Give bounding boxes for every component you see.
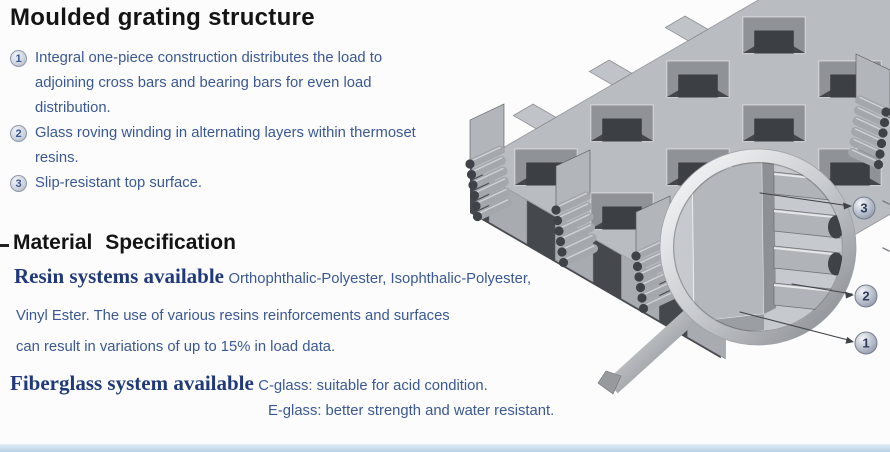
resin-lead: Resin systems available: [14, 264, 224, 288]
resin-text: Orthophthalic-Polyester, Isophthalic-Polyester,: [228, 271, 532, 287]
edge-tick: [883, 248, 889, 251]
fiberglass-paragraph-line1: [10, 371, 488, 396]
feature-text: Integral one-piece construction distributes the load to adjoining cross bars and bearing bars for even load distribution.: [35, 50, 383, 116]
page-title: Moulded grating structure: [10, 4, 315, 31]
svg-text:2: 2: [862, 288, 870, 304]
resin-paragraph-line2: Vinyl Ester. The use of various resins reinforcements and surfaces: [16, 308, 450, 324]
feature-number-badge: 1: [10, 50, 27, 67]
callout-sphere-1: [855, 332, 877, 354]
svg-text:3: 3: [860, 200, 868, 216]
feature-item: [10, 171, 422, 196]
callout-sphere-2: [855, 285, 877, 307]
callout-arrow-2: [845, 292, 854, 299]
feature-text: Slip-resistant top surface.: [35, 175, 202, 191]
fiberglass-paragraph-line2: E-glass: better strength and water resistant.: [268, 403, 555, 419]
feature-item: [10, 121, 422, 171]
feature-number-badge: 2: [10, 125, 27, 142]
feature-text: Glass roving winding in alternating layers within thermoset resins.: [35, 125, 416, 166]
svg-text:1: 1: [862, 335, 870, 351]
feature-number-badge: 3: [10, 175, 27, 192]
fiberglass-lead: Fiberglass system available: [10, 371, 254, 395]
feature-item: [10, 46, 422, 121]
features-list: [10, 46, 422, 196]
callout-arrow-1: [845, 337, 854, 344]
resin-paragraph-line3: can result in variations of up to 15% in load data.: [16, 339, 336, 355]
fiberglass-text: C-glass: suitable for acid condition.: [258, 378, 488, 394]
edge-dash: [0, 244, 9, 247]
material-specification-heading: Material Specification: [13, 231, 236, 254]
callout-sphere-3: [853, 197, 875, 219]
grating-illustration: [440, 0, 890, 452]
